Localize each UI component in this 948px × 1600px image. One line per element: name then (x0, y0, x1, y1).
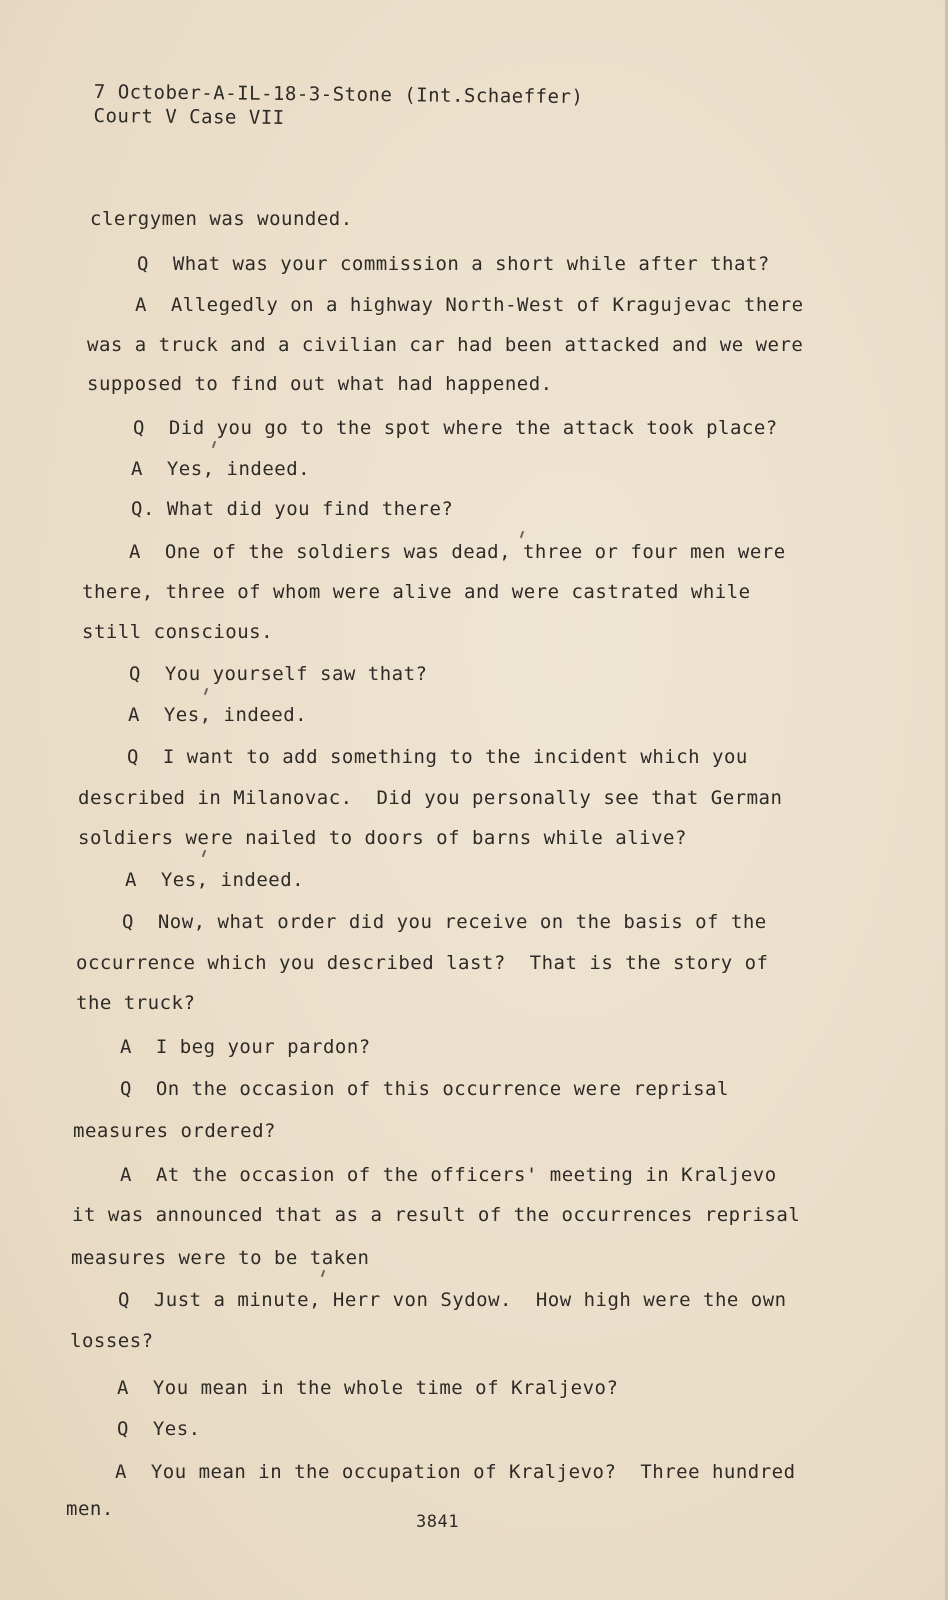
transcript-line-23: measures ordered? (73, 1120, 276, 1142)
transcript-line-14: Q I want to add something to the incident which you (127, 746, 748, 768)
ink-mark (520, 531, 524, 538)
transcript-line-27: Q Just a minute, Herr von Sydow. How high were the own (118, 1289, 787, 1311)
transcript-line-22: Q On the occasion of this occurrence were reprisal (120, 1078, 729, 1100)
transcript-line-6: Q Did you go to the spot where the attack took place? (133, 417, 778, 439)
ink-mark (204, 688, 208, 695)
transcript-line-11: still conscious. (82, 621, 274, 643)
transcript-line-8: Q. What did you find there? (131, 498, 454, 520)
transcript-line-18: Q Now, what order did you receive on the basis of the (122, 911, 767, 933)
ink-mark (321, 1270, 325, 1277)
transcript-line-1: clergymen was wounded. (90, 208, 353, 230)
transcript-line-13: A Yes, indeed. (128, 704, 308, 726)
ink-mark (202, 850, 206, 857)
transcript-line-3: A Allegedly on a highway North-West of Kragujevac there (135, 294, 804, 316)
transcript-line-17: A Yes, indeed. (125, 869, 305, 891)
header-line-2: Court V Case VII (93, 104, 285, 129)
transcript-line-29: A You mean in the whole time of Kraljevo? (117, 1377, 619, 1399)
header-line-1: 7 October-A-IL-18-3-Stone (Int.Schaeffer) (93, 80, 584, 109)
transcript-line-25: it was announced that as a result of the occurrences reprisal (72, 1204, 801, 1226)
transcript-line-4: was a truck and a civilian car had been attacked and we were (87, 334, 804, 356)
transcript-line-21: A I beg your pardon? (120, 1036, 371, 1058)
transcript-line-19: occurrence which you described last? That is the story of (76, 952, 769, 974)
transcript-line-15: described in Milanovac. Did you personally see that German (78, 787, 783, 809)
document-header (93, 80, 583, 133)
transcript-line-20: the truck? (76, 992, 196, 1014)
transcript-line-26: measures were to be taken (71, 1247, 370, 1269)
transcript-line-28: losses? (70, 1330, 154, 1352)
transcript-line-31: A You mean in the occupation of Kraljevo? Three hundred (115, 1461, 796, 1483)
transcript-line-5: supposed to find out what had happened. (87, 373, 553, 395)
transcript-line-32: men. (66, 1498, 114, 1520)
transcript-line-16: soldiers were nailed to doors of barns while alive? (78, 827, 687, 849)
transcript-line-12: Q You yourself saw that? (129, 663, 428, 685)
transcript-line-30: Q Yes. (117, 1418, 201, 1440)
transcript-line-2: Q What was your commission a short while after that? (137, 253, 770, 275)
transcript-line-7: A Yes, indeed. (131, 458, 311, 480)
transcript-line-24: A At the occasion of the officers' meeting in Kraljevo (120, 1164, 777, 1186)
transcript-line-9: A One of the soldiers was dead, three or four men were (129, 541, 786, 563)
ink-mark (212, 441, 216, 448)
page-number: 3841 (416, 1512, 459, 1532)
transcript-line-10: there, three of whom were alive and were castrated while (82, 581, 751, 603)
